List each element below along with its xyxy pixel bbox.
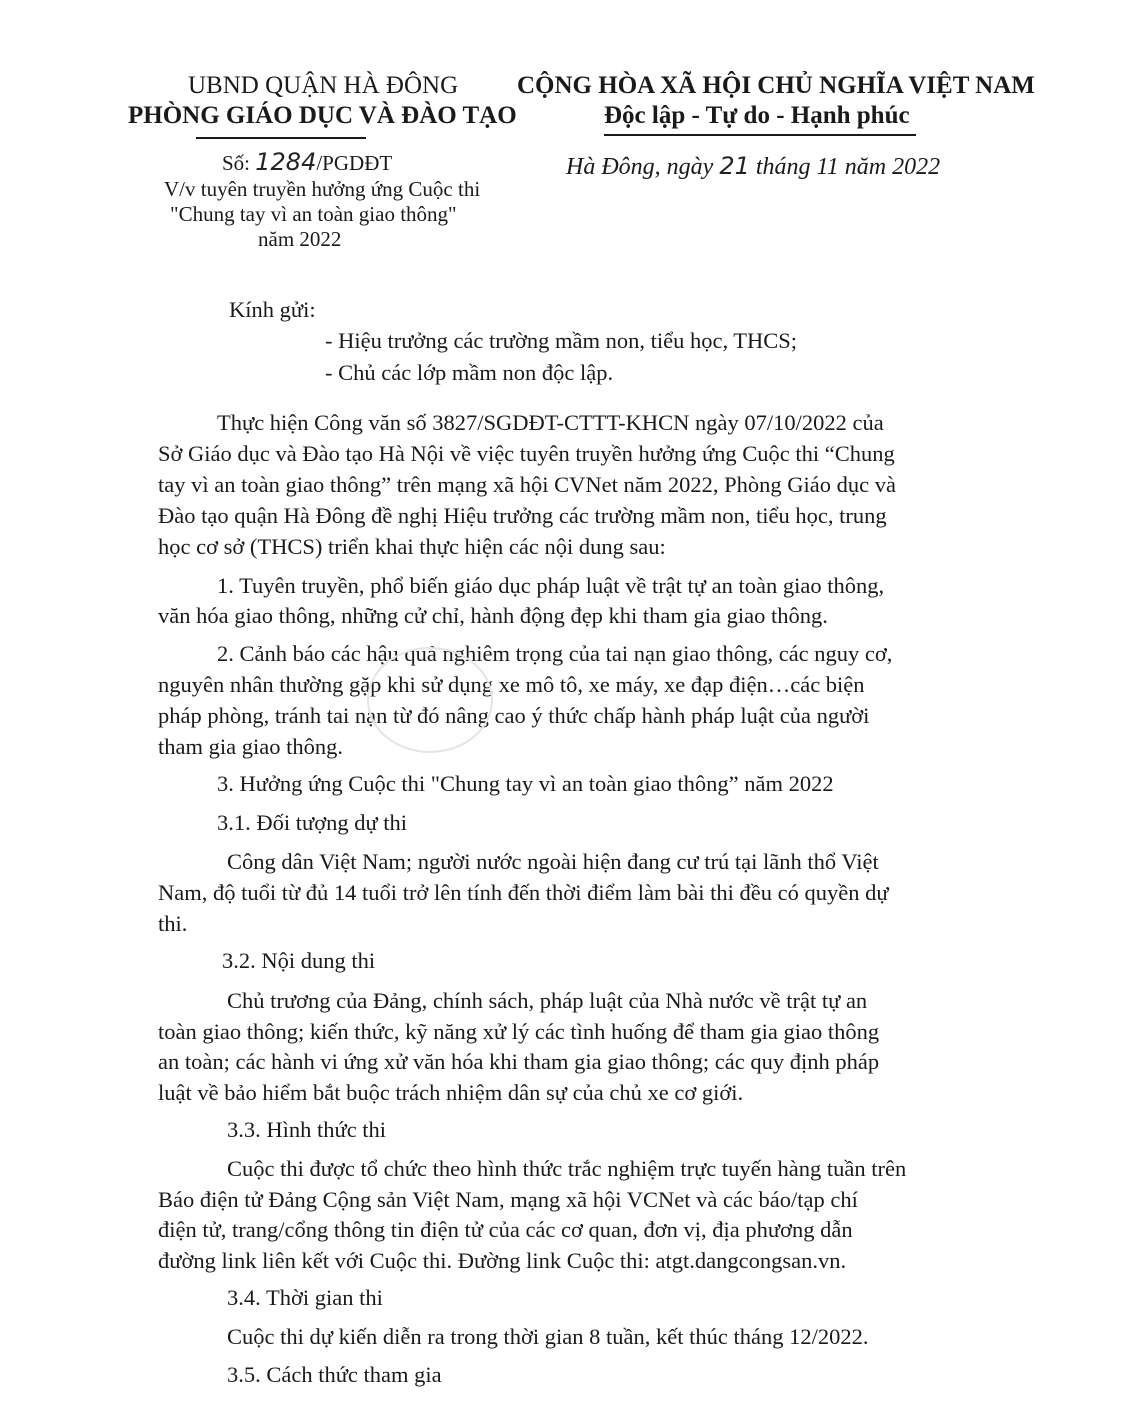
section-heading: 3.2. Nội dung thi [222,948,376,973]
body-line: Sở Giáo dục và Đào tạo Hà Nội về việc tuyên truyền hưởng ứng Cuộc thi “Chung [158,441,895,466]
section-heading: 3.1. Đối tượng dự thi [217,810,408,835]
date-day-handwritten: 21 [719,152,750,180]
document-number [222,148,392,176]
section-heading: 3.4. Thời gian thi [227,1285,383,1310]
body-line: pháp phòng, tránh tai nạn từ đó nâng cao ý thức chấp hành pháp luật của người [158,703,870,728]
body-line: học cơ sở (THCS) triển khai thực hiện các nội dung sau: [158,534,666,559]
body-line: luật về bảo hiểm bắt buộc trách nhiệm dân sự của chủ xe cơ giới. [158,1080,744,1105]
body-line: Đào tạo quận Hà Đông đề nghị Hiệu trưởng các trường mầm non, tiểu học, trung [158,503,887,528]
body-line: an toàn; các hành vi ứng xử văn hóa khi tham gia giao thông; các quy định pháp [158,1049,880,1074]
body-line: Nam, độ tuổi từ đủ 14 tuổi trở lên tính đến thời điểm làm bài thi đều có quyền dự [158,880,889,905]
section-heading: 3.5. Cách thức tham gia [227,1362,442,1387]
body-line: Báo điện tử Đảng Cộng sản Việt Nam, mạng xã hội VCNet và các báo/tạp chí [158,1187,858,1212]
subject-line-2: "Chung tay vì an toàn giao thông" [170,202,457,226]
agency-underline [196,137,366,139]
document-date [566,152,940,181]
body-line: toàn giao thông; kiến thức, kỹ năng xử lý các tình huống để tham gia giao thông [158,1019,880,1044]
body-line: nguyên nhân thường gặp khi sử dụng xe mô tô, xe máy, xe đạp điện…các biện [158,672,865,697]
recipient-item: - Hiệu trưởng các trường mầm non, tiểu học, THCS; [325,328,798,353]
body-line: tay vì an toàn giao thông” trên mạng xã hội CVNet năm 2022, Phòng Giáo dục và [158,472,896,497]
body-line: Chủ trương của Đảng, chính sách, pháp luật của Nhà nước về trật tự an [227,988,868,1013]
body-line: 2. Cảnh báo các hậu quả nghiêm trọng của tai nạn giao thông, các nguy cơ, [217,641,893,666]
date-prefix: Hà Đông, ngày [566,154,714,180]
body-line: tham gia giao thông. [158,734,343,759]
recipient-item: - Chủ các lớp mầm non độc lập. [325,360,614,385]
body-line: đường link liên kết với Cuộc thi. Đường link Cuộc thi: atgt.dangcongsan.vn. [158,1248,847,1273]
agency-line-2: PHÒNG GIÁO DỤC VÀ ĐÀO TẠO [128,102,517,129]
body-line: 1. Tuyên truyền, phổ biến giáo dục pháp luật về trật tự an toàn giao thông, [217,573,885,598]
number-handwritten: 1284 [255,148,317,176]
body-line: Cuộc thi được tổ chức theo hình thức trắc nghiệm trực tuyến hàng tuần trên [227,1156,907,1181]
body-line: thi. [158,911,188,936]
faint-seal-mark [360,640,500,760]
body-line: Công dân Việt Nam; người nước ngoài hiện đang cư trú tại lãnh thổ Việt [227,849,879,874]
subject-line-3: năm 2022 [258,227,342,251]
country-line-1: CỘNG HÒA XÃ HỘI CHỦ NGHĨA VIỆT NAM [517,72,1035,99]
motto-underline [604,134,916,136]
body-line: điện tử, trang/cổng thông tin điện tử của các cơ quan, đơn vị, địa phương dẫn [158,1217,853,1242]
body-line: văn hóa giao thông, những cử chỉ, hành động đẹp khi tham gia giao thông. [158,603,828,628]
body-line: Cuộc thi dự kiến diễn ra trong thời gian 8 tuần, kết thúc tháng 12/2022. [227,1324,869,1349]
number-suffix: /PGDĐT [316,151,393,175]
section-heading: 3.3. Hình thức thi [227,1117,387,1142]
recipients-label: Kính gửi: [229,297,316,322]
date-suffix: tháng 11 năm 2022 [755,154,941,180]
section-heading: 3. Hưởng ứng Cuộc thi "Chung tay vì an toàn giao thông” năm 2022 [217,771,834,796]
country-line-2: Độc lập - Tự do - Hạnh phúc [604,102,910,129]
agency-line-1: UBND QUẬN HÀ ĐÔNG [188,72,459,99]
subject-line-1: V/v tuyên truyền hưởng ứng Cuộc thi [164,177,481,201]
body-line: Thực hiện Công văn số 3827/SGDĐT-CTTT-KHCN ngày 07/10/2022 của [217,410,884,435]
number-prefix: Số: [222,151,251,175]
